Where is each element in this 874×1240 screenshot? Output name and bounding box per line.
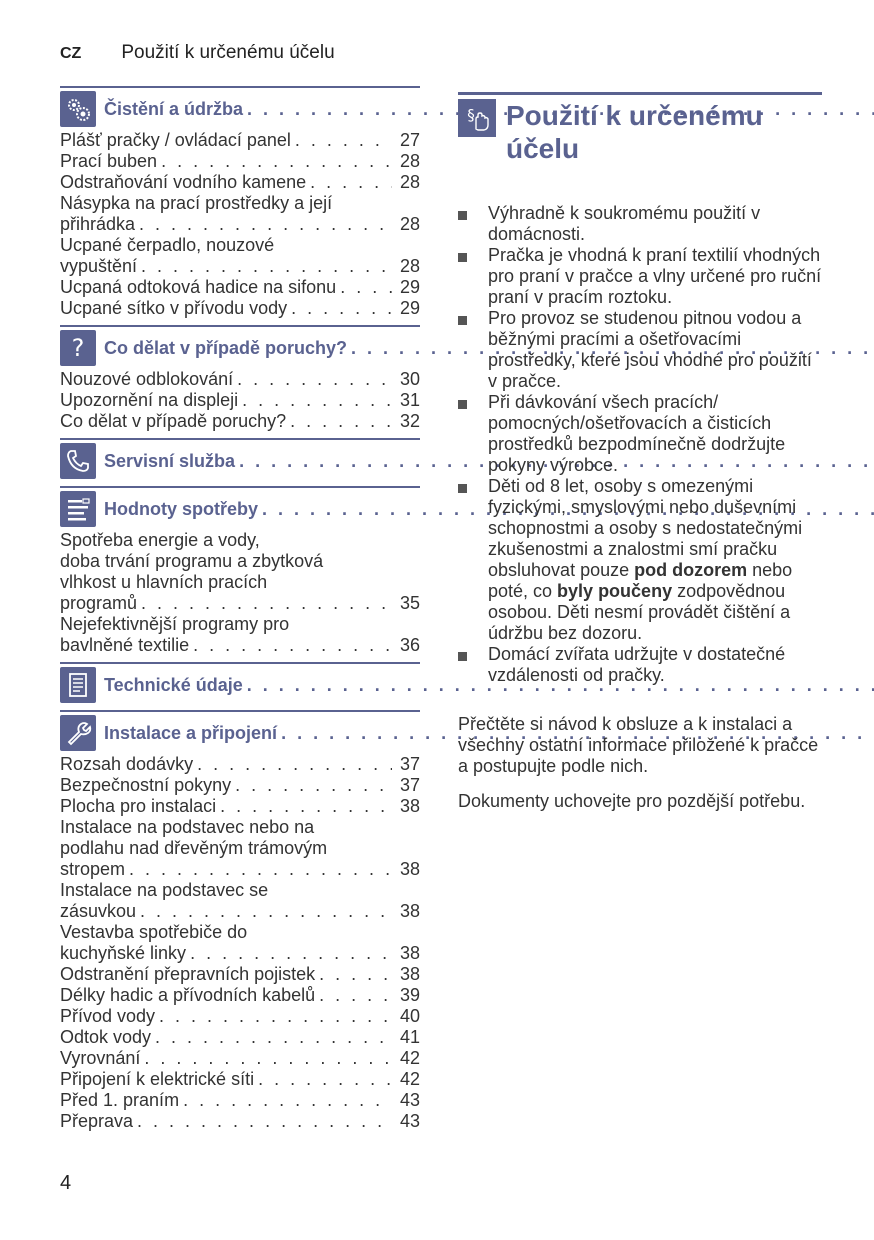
section-title: Čistění a údržba — [104, 98, 244, 119]
toc-entry[interactable]: Přeprava . . . 43 — [60, 1111, 420, 1132]
toc-entry[interactable]: Spotřeba energie a vody, doba trvání programu a zbytková vlhkost u hlavních pracích programů . . . 35 — [60, 530, 420, 614]
toc-entry[interactable]: Instalace na podstavec nebo na podlahu nad dřevěným trámovým stropem . . . 38 — [60, 817, 420, 880]
toc-section-cleaning[interactable] — [60, 86, 420, 128]
toc-entry[interactable]: Plocha pro instalaci . . . 38 — [60, 796, 420, 817]
toc-entry[interactable]: Odstraňování vodního kamene . . . 28 — [60, 172, 420, 193]
toc-entries — [60, 528, 420, 662]
toc-entry[interactable]: Nouzové odblokování . . . 30 — [60, 369, 420, 390]
document-icon — [60, 667, 96, 703]
section-hand-icon — [458, 99, 496, 137]
toc-entry[interactable]: Bezpečnostní pokyny . . . 37 — [60, 775, 420, 796]
toc-entry[interactable]: Prací buben . . . 28 — [60, 151, 420, 172]
section-title: Servisní služba — [104, 450, 236, 471]
toc-entry[interactable]: Vyrovnání . . . 42 — [60, 1048, 420, 1069]
section-title: Hodnoty spotřeby — [104, 498, 259, 519]
chart-list-icon — [60, 491, 96, 527]
toc-entries — [60, 752, 420, 1138]
toc-entry[interactable]: Přívod vody . . . 40 — [60, 1006, 420, 1027]
list-item: Pro provoz se studenou pitnou vodou a běžnými pracími a ošetřovacími prostředky, které jsou vhodné pro použití v pračce. — [458, 308, 822, 392]
list-item: Děti od 8 let, osoby s omezenými fyzickými, smyslovými nebo duševními schopnostmi a osoby s nedostatečnými zkušenostmi a znalostmi smí pračku obsluhovat pouze pod dozorem nebo poté, co byly poučeny zodpovědnou osobou. Děti nesmí provádět čištění a údržbu bez dozoru. — [458, 476, 822, 644]
usage-list — [458, 203, 822, 686]
section-title: Použití k určenému účelu — [506, 100, 763, 164]
toc-section-installation[interactable] — [60, 710, 420, 752]
header-title: Použití k určenému účelu — [121, 42, 335, 63]
toc-section-troubleshooting[interactable] — [60, 325, 420, 367]
toc-entry[interactable]: Ucpané sítko v přívodu vody . . . 29 — [60, 298, 420, 319]
svg-text:?: ? — [71, 334, 85, 362]
toc-entry[interactable]: Ucpaná odtoková hadice na sifonu . . . 29 — [60, 277, 420, 298]
toc-entries — [60, 128, 420, 325]
list-item: Pračka je vhodná k praní textilií vhodných pro praní v pračce a vlny určené pro ruční praní v pracím roztoku. — [458, 245, 822, 308]
toc-entry[interactable]: Vestavba spotřebiče do kuchyňské linky . . . 38 — [60, 922, 420, 964]
gears-icon — [60, 91, 96, 127]
toc-entry[interactable]: Délky hadic a přívodních kabelů . . . 39 — [60, 985, 420, 1006]
table-of-contents — [60, 86, 420, 1138]
intended-use-section — [458, 92, 822, 812]
toc-section-technical[interactable] — [60, 662, 420, 704]
paragraph: Přečtěte si návod k obsluze a k instalaci a všechny ostatní informace přiložené k pračce a postupujte podle nich. — [458, 714, 819, 776]
toc-entry[interactable]: Co dělat v případě poruchy? . . . 32 — [60, 411, 420, 432]
paragraph: Dokumenty uchovejte pro pozdější potřebu. — [458, 791, 806, 811]
toc-section-consumption[interactable] — [60, 486, 420, 528]
toc-section-service[interactable] — [60, 438, 420, 480]
toc-entries — [60, 367, 420, 438]
toc-entry[interactable]: Nejefektivnější programy pro bavlněné textilie . . . 36 — [60, 614, 420, 656]
toc-entry[interactable]: Rozsah dodávky . . . 37 — [60, 754, 420, 775]
list-item: Výhradně k soukromému použití v domácnosti. — [458, 203, 822, 245]
toc-entry[interactable]: Plášť pračky / ovládací panel . . . 27 — [60, 130, 420, 151]
wrench-icon — [60, 715, 96, 751]
section-heading — [458, 92, 822, 165]
list-item: Domácí zvířata udržujte v dostatečné vzdálenosti od pračky. — [458, 644, 822, 686]
toc-entry[interactable]: Upozornění na displeji . . . 31 — [60, 390, 420, 411]
toc-entry[interactable]: Odtok vody . . . 41 — [60, 1027, 420, 1048]
language-code: CZ — [60, 45, 82, 62]
toc-entry[interactable]: Instalace na podstavec se zásuvkou . . . 38 — [60, 880, 420, 922]
list-item: Při dávkování všech pracích/ pomocných/ošetřovacích a čisticích prostředků bezpodmínečně dodržujte pokyny výrobce. — [458, 392, 822, 476]
page-header — [60, 42, 335, 64]
section-title: Co dělat v případě poruchy? — [104, 337, 348, 358]
toc-entry[interactable]: Násypka na prací prostředky a její přihrádka . . . 28 — [60, 193, 420, 235]
page-number: 4 — [60, 1172, 72, 1194]
section-title: Technické údaje — [104, 674, 243, 695]
svg-text:§: § — [467, 106, 475, 124]
section-title: Instalace a připojení — [104, 722, 278, 743]
toc-entry[interactable]: Připojení k elektrické síti . . . 42 — [60, 1069, 420, 1090]
toc-entry[interactable]: Před 1. praním . . . 43 — [60, 1090, 420, 1111]
question-icon — [60, 330, 96, 366]
toc-entry[interactable]: Odstranění přepravních pojistek . . . 38 — [60, 964, 420, 985]
phone-icon — [60, 443, 96, 479]
toc-entry[interactable]: Ucpané čerpadlo, nouzové vypuštění . . . 28 — [60, 235, 420, 277]
